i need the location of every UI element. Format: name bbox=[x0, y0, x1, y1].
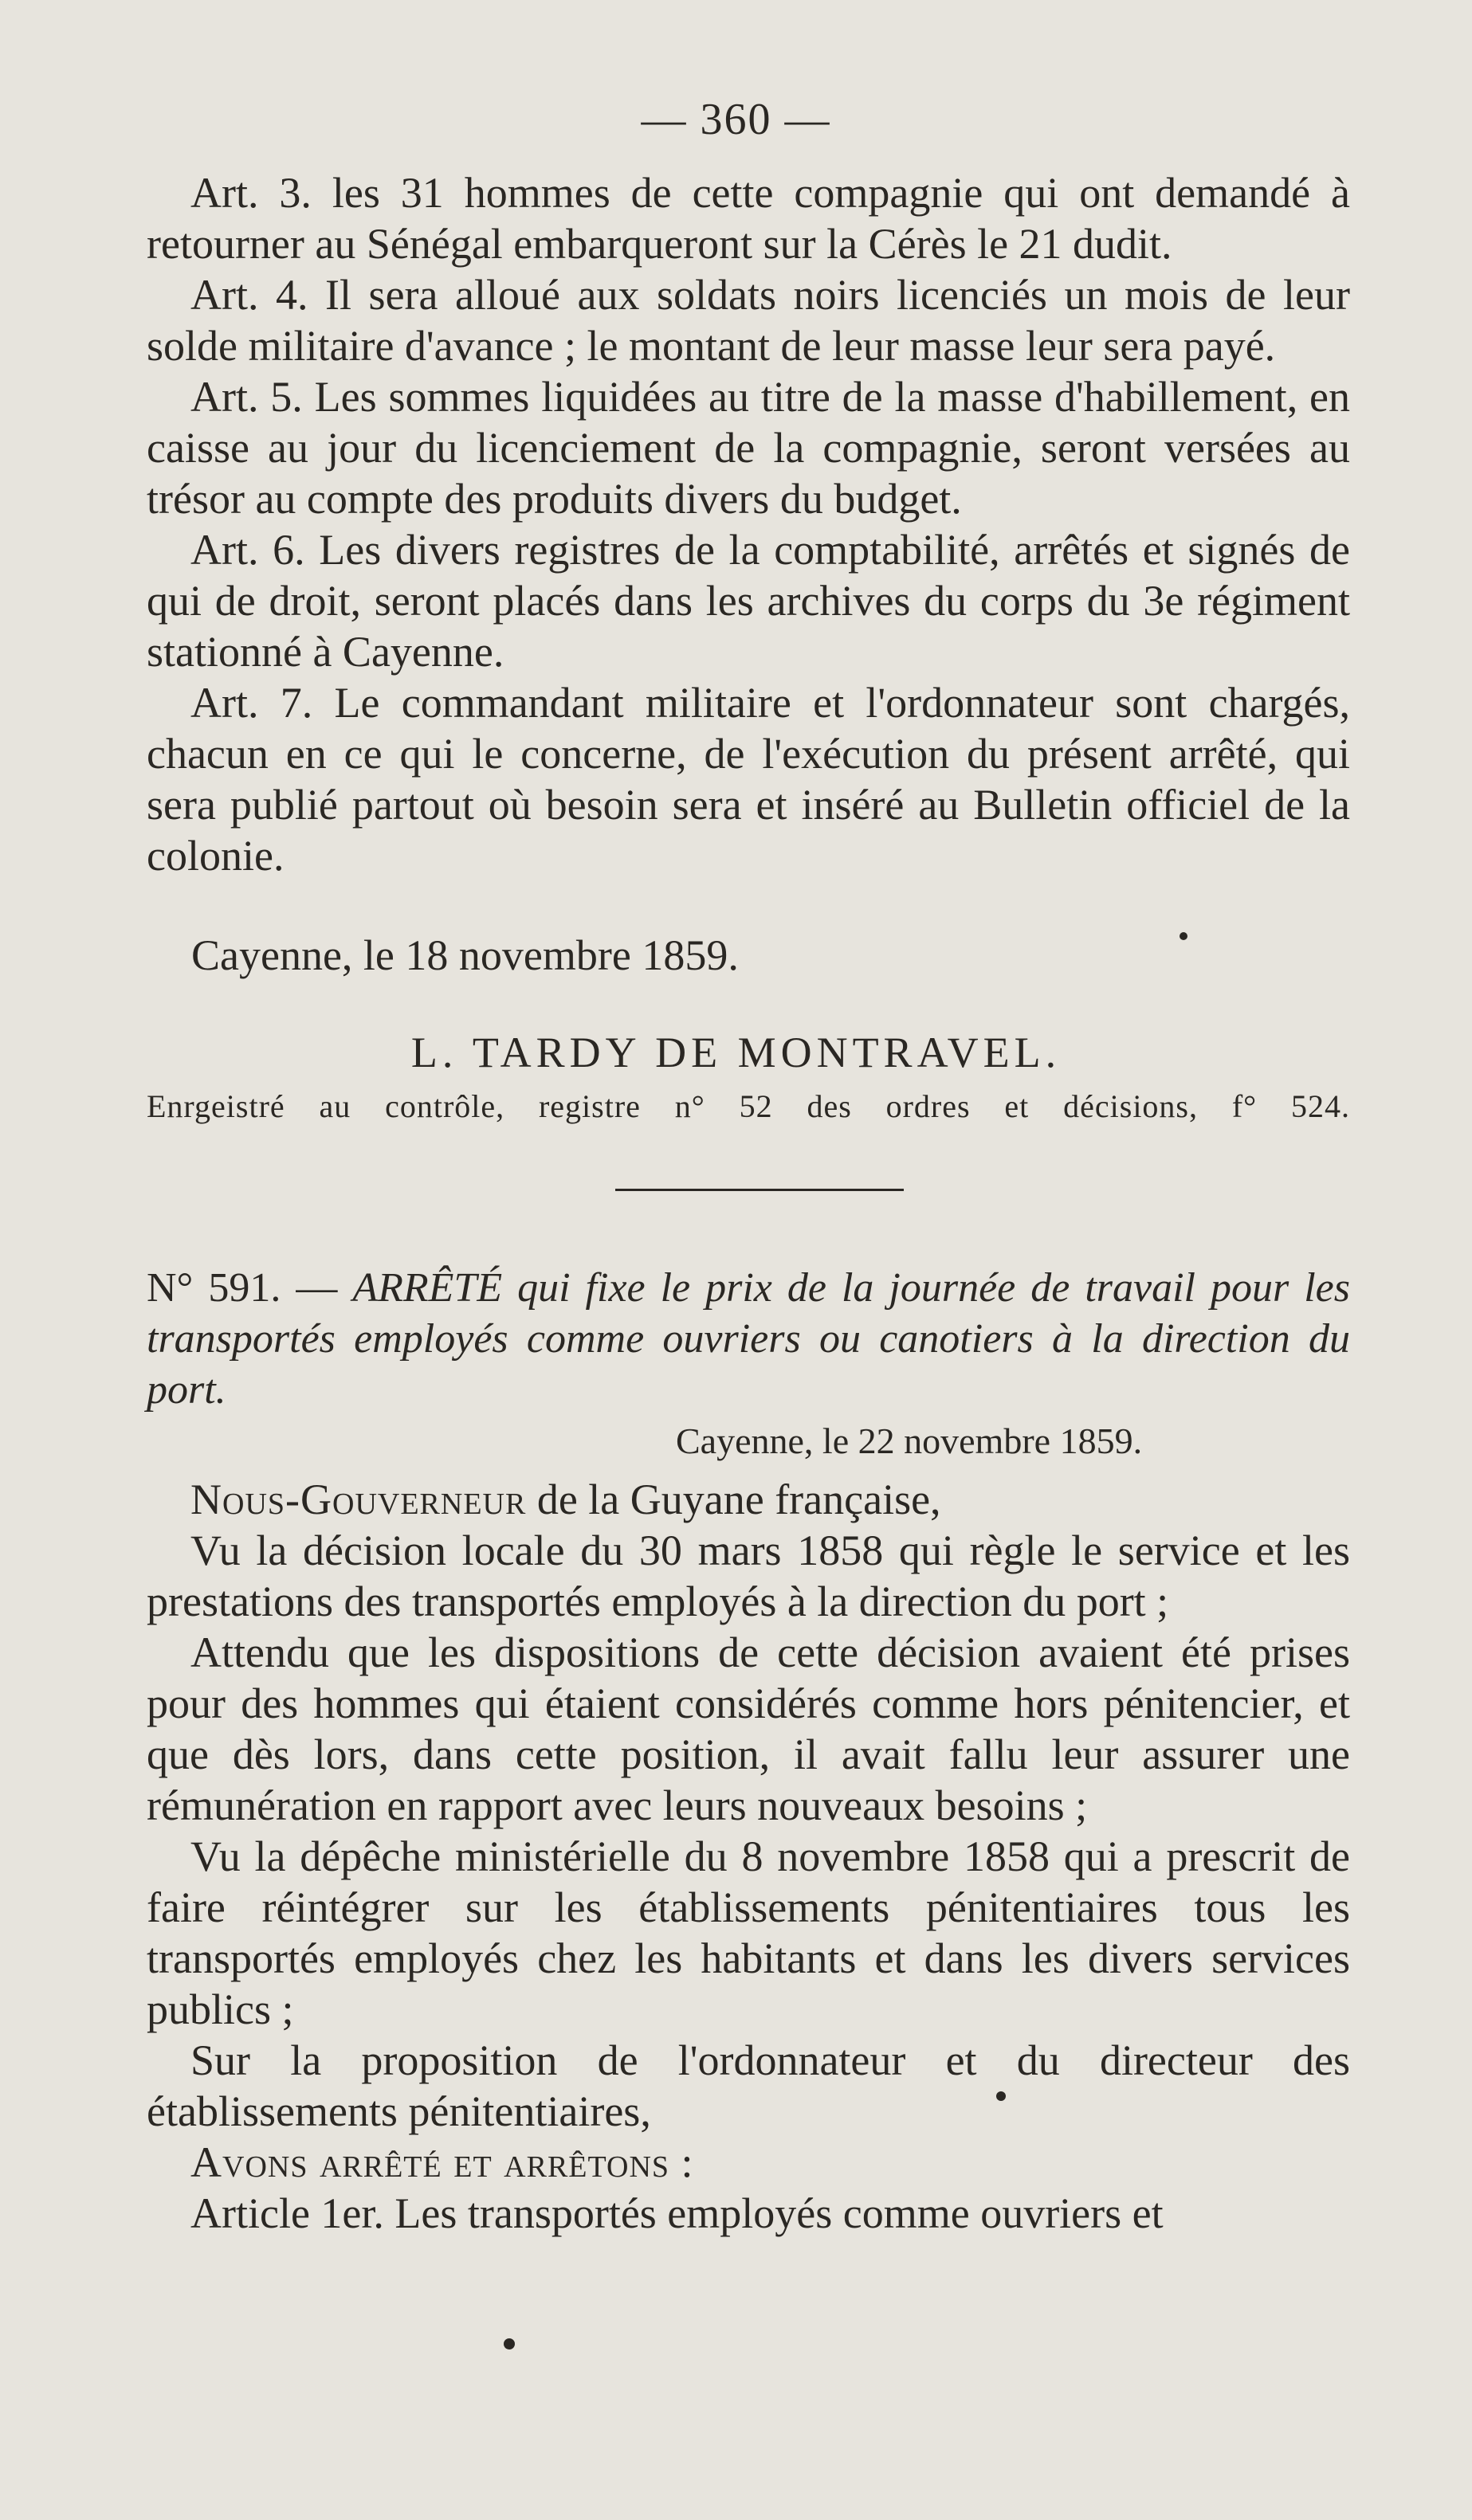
articles-section bbox=[147, 167, 1350, 881]
page-number: — 360 — bbox=[641, 95, 831, 144]
decree-number: N° 591. — bbox=[147, 1265, 338, 1311]
article-4: Art. 4. Il sera alloué aux soldats noirs licenciés un mois de leur solde militaire d'avance ; le montant de leur masse leur sera payé. bbox=[147, 271, 1350, 370]
avons-arrete: Avons arrêté et arrêtons : bbox=[190, 2138, 694, 2186]
ink-speck bbox=[504, 2338, 515, 2350]
governor-prefix: Nous-Gouverneur bbox=[190, 1476, 527, 1523]
date-line: Cayenne, le 18 novembre 1859. bbox=[191, 931, 739, 979]
considerant-3: Vu la dépêche ministérielle du 8 novembre 1858 qui a prescrit de faire réintégrer sur les établissements pénitentiaires tous les transportés employés chez les habitants et dans les divers services publics ; bbox=[147, 1832, 1350, 2033]
article-6: Art. 6. Les divers registres de la comptabilité, arrêtés et signés de qui de droit, seront placés dans les archives du corps du 3e régiment stationné à Cayenne. bbox=[147, 526, 1350, 676]
article-3: Art. 3. les 31 hommes de cette compagnie qui ont demandé à retourner au Sénégal embarqueront sur la Cérès le 21 dudit. bbox=[147, 169, 1350, 268]
considerant-2: Attendu que les dispositions de cette décision avaient été prises pour des hommes qui étaient considérés comme hors pénitencier, et que dès lors, dans cette position, il avait fallu leur assurer une rémunération en rapport avec leurs nouveaux besoins ; bbox=[147, 1628, 1350, 1829]
registration-note: Enrgeistré au contrôle, registre n° 52 des ordres et décisions, f° 524. bbox=[147, 1088, 1350, 1124]
article-7: Art. 7. Le commandant militaire et l'ordonnateur sont chargés, chacun en ce qui le concerne, de l'exécution du présent arrêté, qui sera publié partout où besoin sera et inséré au Bulletin officiel de la colonie. bbox=[147, 679, 1350, 880]
considerant-4: Sur la proposition de l'ordonnateur et du directeur des établissements pénitentiaires, bbox=[147, 2036, 1350, 2135]
section-divider bbox=[615, 1189, 904, 1191]
article-5: Art. 5. Les sommes liquidées au titre de la masse d'habillement, en caisse au jour du licenciement de la compagnie, seront versées au trésor au compte des produits divers du budget. bbox=[147, 373, 1350, 523]
decree-body bbox=[147, 1474, 1350, 2239]
decree-heading bbox=[147, 1263, 1350, 1416]
decree-title: ARRÊTÉ qui fixe le prix de la journée de travail pour les transportés employés comme ouvriers ou canotiers à la direction du port. bbox=[147, 1265, 1350, 1413]
considerant-1: Vu la décision locale du 30 mars 1858 qui règle le service et les prestations des transportés employés à la direction du port ; bbox=[147, 1527, 1350, 1625]
governor-rest: de la Guyane française, bbox=[526, 1476, 941, 1523]
decree-date: Cayenne, le 22 novembre 1859. bbox=[676, 1421, 1143, 1461]
governor-line bbox=[147, 1474, 1350, 1525]
ink-speck bbox=[1180, 932, 1187, 940]
article-1: Article 1er. Les transportés employés comme ouvriers et bbox=[190, 2189, 1164, 2237]
ink-speck bbox=[996, 2091, 1006, 2101]
signature: L. TARDY DE MONTRAVEL. bbox=[410, 1029, 1062, 1076]
